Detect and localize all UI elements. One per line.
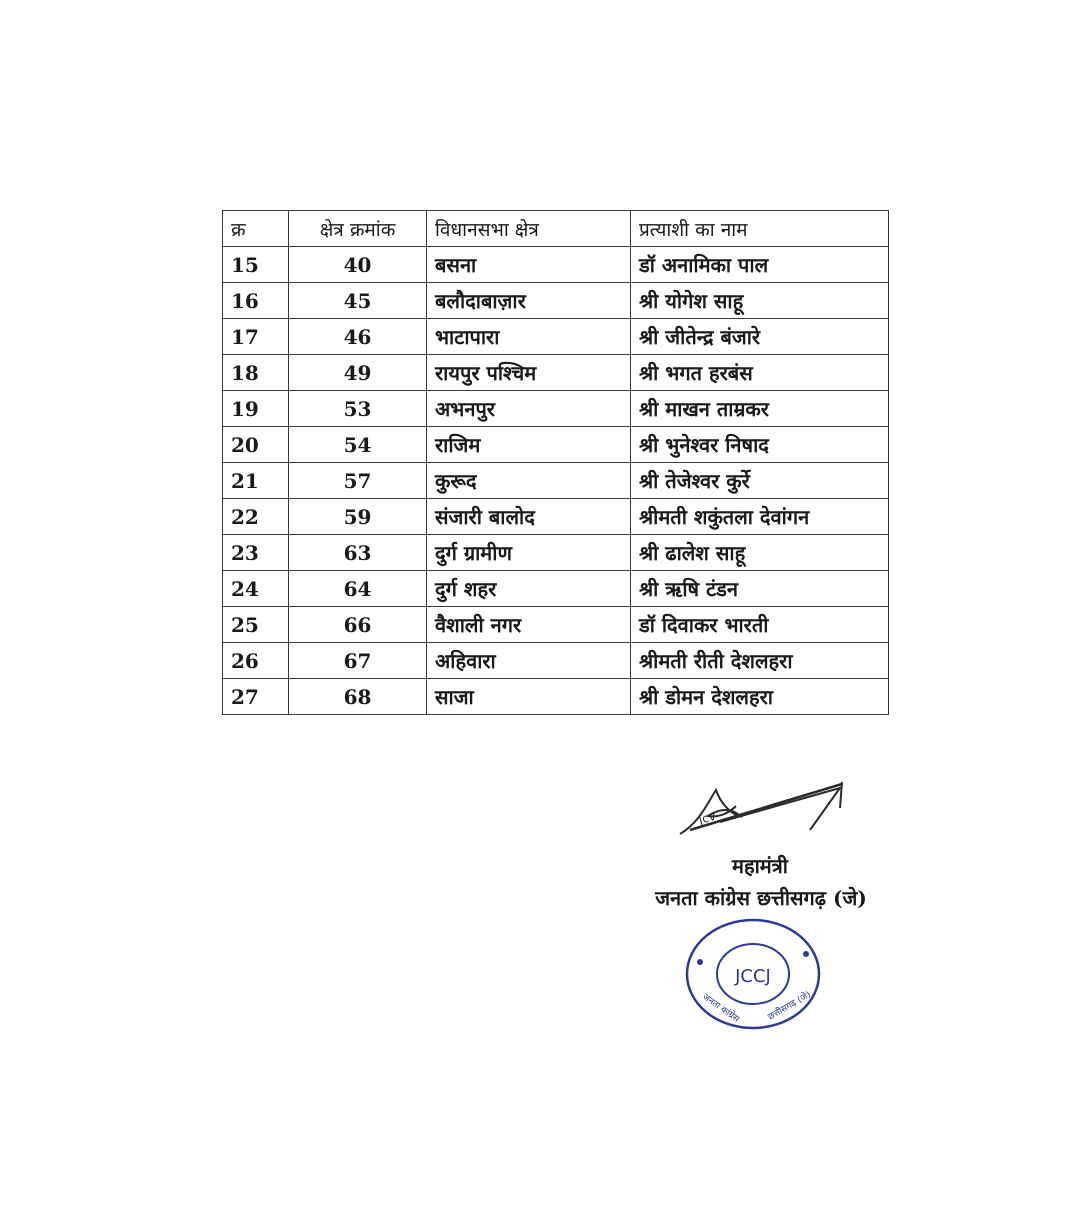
- constituency-cell: बलौदाबाज़ार: [427, 283, 631, 319]
- candidate-name-cell: श्री भगत हरबंस: [631, 355, 889, 391]
- party-seal: [678, 912, 828, 1032]
- constituency-cell: कुरूद: [427, 463, 631, 499]
- candidate-name-cell: डॉ अनामिका पाल: [631, 247, 889, 283]
- constituency-number-cell: 64: [289, 571, 427, 607]
- header-candidate-name: प्रत्याशी का नाम: [631, 211, 889, 247]
- svg-text:जनता कांग्रेस: जनता कांग्रेस: [700, 992, 741, 1025]
- serial-cell: 20: [223, 427, 289, 463]
- table-row: [223, 355, 889, 391]
- serial-cell: 24: [223, 571, 289, 607]
- constituency-number-cell: 67: [289, 643, 427, 679]
- candidate-name-cell: डॉ दिवाकर भारती: [631, 607, 889, 643]
- constituency-number-cell: 68: [289, 679, 427, 715]
- svg-text:छत्तीसगढ़ (जे): छत्तीसगढ़ (जे): [766, 990, 813, 1023]
- serial-cell: 15: [223, 247, 289, 283]
- organization-name: जनता कांग्रेस छत्तीसगढ़ (जे): [655, 886, 867, 910]
- signatory-designation: महामंत्री: [732, 854, 788, 878]
- candidate-name-cell: श्री तेजेश्वर कुर्रे: [631, 463, 889, 499]
- header-serial: क्र: [223, 211, 289, 247]
- constituency-cell: अहिवारा: [427, 643, 631, 679]
- table-body: [223, 247, 889, 715]
- constituency-cell: अभनपुर: [427, 391, 631, 427]
- svg-text:jcv: jcv: [697, 808, 718, 827]
- serial-cell: 17: [223, 319, 289, 355]
- candidate-name-cell: श्री भुनेश्वर निषाद: [631, 427, 889, 463]
- table-row: [223, 427, 889, 463]
- table-row: [223, 463, 889, 499]
- header-constituency-number: क्षेत्र क्रमांक: [289, 211, 427, 247]
- candidate-name-cell: श्री जीतेन्द्र बंजारे: [631, 319, 889, 355]
- constituency-number-cell: 59: [289, 499, 427, 535]
- candidate-name-cell: श्री योगेश साहू: [631, 283, 889, 319]
- serial-cell: 19: [223, 391, 289, 427]
- candidate-table: [222, 210, 889, 715]
- constituency-number-cell: 54: [289, 427, 427, 463]
- table-row: [223, 571, 889, 607]
- serial-cell: 21: [223, 463, 289, 499]
- serial-cell: 22: [223, 499, 289, 535]
- candidate-table-container: [222, 210, 889, 715]
- table-row: [223, 607, 889, 643]
- table-row: [223, 247, 889, 283]
- candidate-name-cell: श्रीमती रीती देशलहरा: [631, 643, 889, 679]
- constituency-number-cell: 66: [289, 607, 427, 643]
- table-row: [223, 643, 889, 679]
- candidate-name-cell: श्री माखन ताम्रकर: [631, 391, 889, 427]
- table-row: [223, 319, 889, 355]
- table-row: [223, 535, 889, 571]
- signature-image: [660, 772, 850, 842]
- candidate-name-cell: श्री ऋषि टंडन: [631, 571, 889, 607]
- header-constituency: विधानसभा क्षेत्र: [427, 211, 631, 247]
- candidate-name-cell: श्रीमती शकुंतला देवांगन: [631, 499, 889, 535]
- constituency-number-cell: 53: [289, 391, 427, 427]
- table-row: [223, 679, 889, 715]
- candidate-name-cell: श्री डोमन देशलहरा: [631, 679, 889, 715]
- candidate-name-cell: श्री ढालेश साहू: [631, 535, 889, 571]
- serial-cell: 23: [223, 535, 289, 571]
- table-row: [223, 391, 889, 427]
- constituency-cell: रायपुर पश्चिम: [427, 355, 631, 391]
- constituency-cell: बसना: [427, 247, 631, 283]
- table-row: [223, 283, 889, 319]
- constituency-cell: संजारी बालोद: [427, 499, 631, 535]
- constituency-number-cell: 57: [289, 463, 427, 499]
- constituency-cell: दुर्ग शहर: [427, 571, 631, 607]
- serial-cell: 25: [223, 607, 289, 643]
- constituency-cell: राजिम: [427, 427, 631, 463]
- serial-cell: 26: [223, 643, 289, 679]
- constituency-number-cell: 45: [289, 283, 427, 319]
- constituency-number-cell: 40: [289, 247, 427, 283]
- constituency-cell: वैशाली नगर: [427, 607, 631, 643]
- serial-cell: 16: [223, 283, 289, 319]
- serial-cell: 27: [223, 679, 289, 715]
- constituency-cell: दुर्ग ग्रामीण: [427, 535, 631, 571]
- constituency-cell: साजा: [427, 679, 631, 715]
- constituency-number-cell: 63: [289, 535, 427, 571]
- constituency-number-cell: 49: [289, 355, 427, 391]
- table-row: [223, 499, 889, 535]
- svg-text:JCCJ: JCCJ: [735, 966, 771, 987]
- constituency-number-cell: 46: [289, 319, 427, 355]
- table-header-row: [223, 211, 889, 247]
- constituency-cell: भाटापारा: [427, 319, 631, 355]
- serial-cell: 18: [223, 355, 289, 391]
